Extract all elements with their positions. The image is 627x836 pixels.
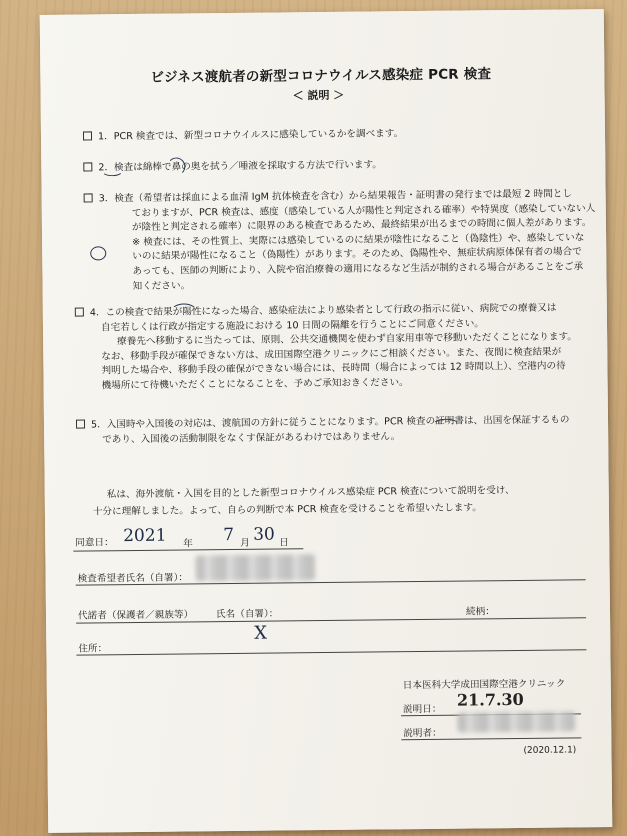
document-subtitle: ＜ 説明 ＞ (292, 88, 345, 103)
pen-mark-circle (90, 246, 106, 260)
checkbox-1[interactable] (83, 131, 92, 140)
item-3-line-0: 3．検査（希望者は採血による血清 IgM 抗体検査を含む）から結果報告・証明書の発行までは最短 2 時間とし (98, 188, 573, 205)
pen-mark-arc (167, 157, 185, 175)
explain-date-label: 説明日： (402, 703, 442, 716)
clinic-name: 日本医科大学成田国際空港クリニック (402, 678, 566, 692)
item-3-line-6: 知ください。 (132, 280, 191, 292)
consent-line-1: 十分に理解しました。よって、自らの判断で本 PCR 検査を受けることを希望いたします。 (92, 502, 482, 518)
proxy-label: 代諾者（保護者／親族等） (77, 609, 194, 622)
item-4-line-0: 4．この検査で結果が陽性になった場合、感染症法により感染者として行政の指示に従い、病院での療養又は (89, 302, 557, 319)
redacted-applicant-name[interactable] (195, 554, 315, 581)
item-5-line-0: 5．入国時や入国後の対応は、渡航国の方針に従うことになります。PCR 検査の証明書は、出国を保証するもの (90, 414, 570, 431)
date-underline (73, 548, 303, 551)
item-3-line-5: あっても、医師の判断により、入院や宿泊療養の適用になるなど生活が制約される場合があることをご承 (132, 261, 584, 278)
address-underline (76, 649, 586, 655)
consent-date-day[interactable]: 30 (253, 524, 275, 545)
item-3-line-1: ておりますが、PCR 検査は、感度（感染している人が陽性と判定される確率）や特異度（感染していない人 (131, 202, 596, 219)
month-unit: 月 (240, 537, 250, 549)
proxy-name-label: 氏名（自署）： (215, 608, 279, 621)
item-1-line-0: 1．PCR 検査では、新型コロナウイルスに感染しているかを調べます。 (97, 128, 404, 143)
pen-mark-arc (432, 419, 460, 433)
address-label: 住所： (78, 643, 108, 655)
year-unit: 年 (183, 538, 193, 550)
explainer-label: 説明者： (403, 727, 442, 740)
item-5-line-1: であり、入国後の活動制限をなくす保証があるわけではありません。 (102, 430, 401, 445)
applicant-name-label: 検査希望者氏名（自署）： (77, 572, 189, 585)
checkbox-2[interactable] (83, 162, 92, 171)
item-3-line-2: が陰性と判定される確率）に限界のある検査であるため、最終結果が出るまでの時間に個人差があります。 (131, 217, 592, 234)
document-title: ビジネス渡航者の新型コロナウイルス感染症 PCR 検査 (150, 66, 492, 86)
item-4-line-3: なお、移動手段が確保できない方は、成田国際空港クリニックにご相談ください。また、夜間に検査結果が (101, 346, 562, 363)
item-3-line-4: いのに結果が陽性になること（偽陽性）があります。そのため、偽陽性や、無症状病原体保有者の場合で (132, 246, 582, 263)
redacted-explainer-name (457, 711, 575, 732)
item-2 (83, 158, 382, 176)
item-3-line-3: ※ 検査には、その性質上、実際には感染しているのに結果が陰性になること（偽陰性）や、感染していな (132, 232, 585, 248)
document-version: (2020.12.1) (523, 745, 577, 756)
item-1 (83, 127, 403, 145)
item-4-line-4: 判明した場合や、移動手段の確保ができない場合には、長時間（場合によっては 12 時間以上）、空港内の待 (101, 360, 566, 377)
address-mark: X (254, 622, 268, 644)
item-4-line-2: 療養先へ移動するに当たっては、原則、公共交通機関を使わず自家用車等で移動いただくことになります。 (117, 331, 577, 348)
item-4-line-1: 自宅若しくは行政が指定する施設における 10 日間の隔離を行うことにご同意ください。 (100, 317, 484, 333)
checkbox-4[interactable] (75, 308, 84, 317)
explain-date-value: 21.7.30 (456, 689, 524, 710)
day-unit: 日 (279, 537, 289, 549)
consent-date-label: 同意日： (75, 537, 114, 549)
checkbox-5[interactable] (76, 420, 85, 429)
consent-line-0: 私は、海外渡航・入国を目的とした新型コロナウイルス感染症 PCR 検査について説明を受け、 (106, 485, 515, 501)
consent-form-sheet (40, 9, 613, 833)
item-2-line-0: 2．検査は綿棒で鼻の奥を拭う／唾液を採取する方法で行います。 (98, 159, 382, 174)
item-4-line-5: 機場所にて待機いただくことになることを、予めご承知おきください。 (101, 377, 409, 392)
checkbox-3[interactable] (84, 193, 93, 202)
consent-date-year[interactable]: 2021 (123, 525, 167, 547)
consent-date-month[interactable]: 7 (223, 524, 235, 546)
relation-label: 続柄： (465, 606, 495, 618)
